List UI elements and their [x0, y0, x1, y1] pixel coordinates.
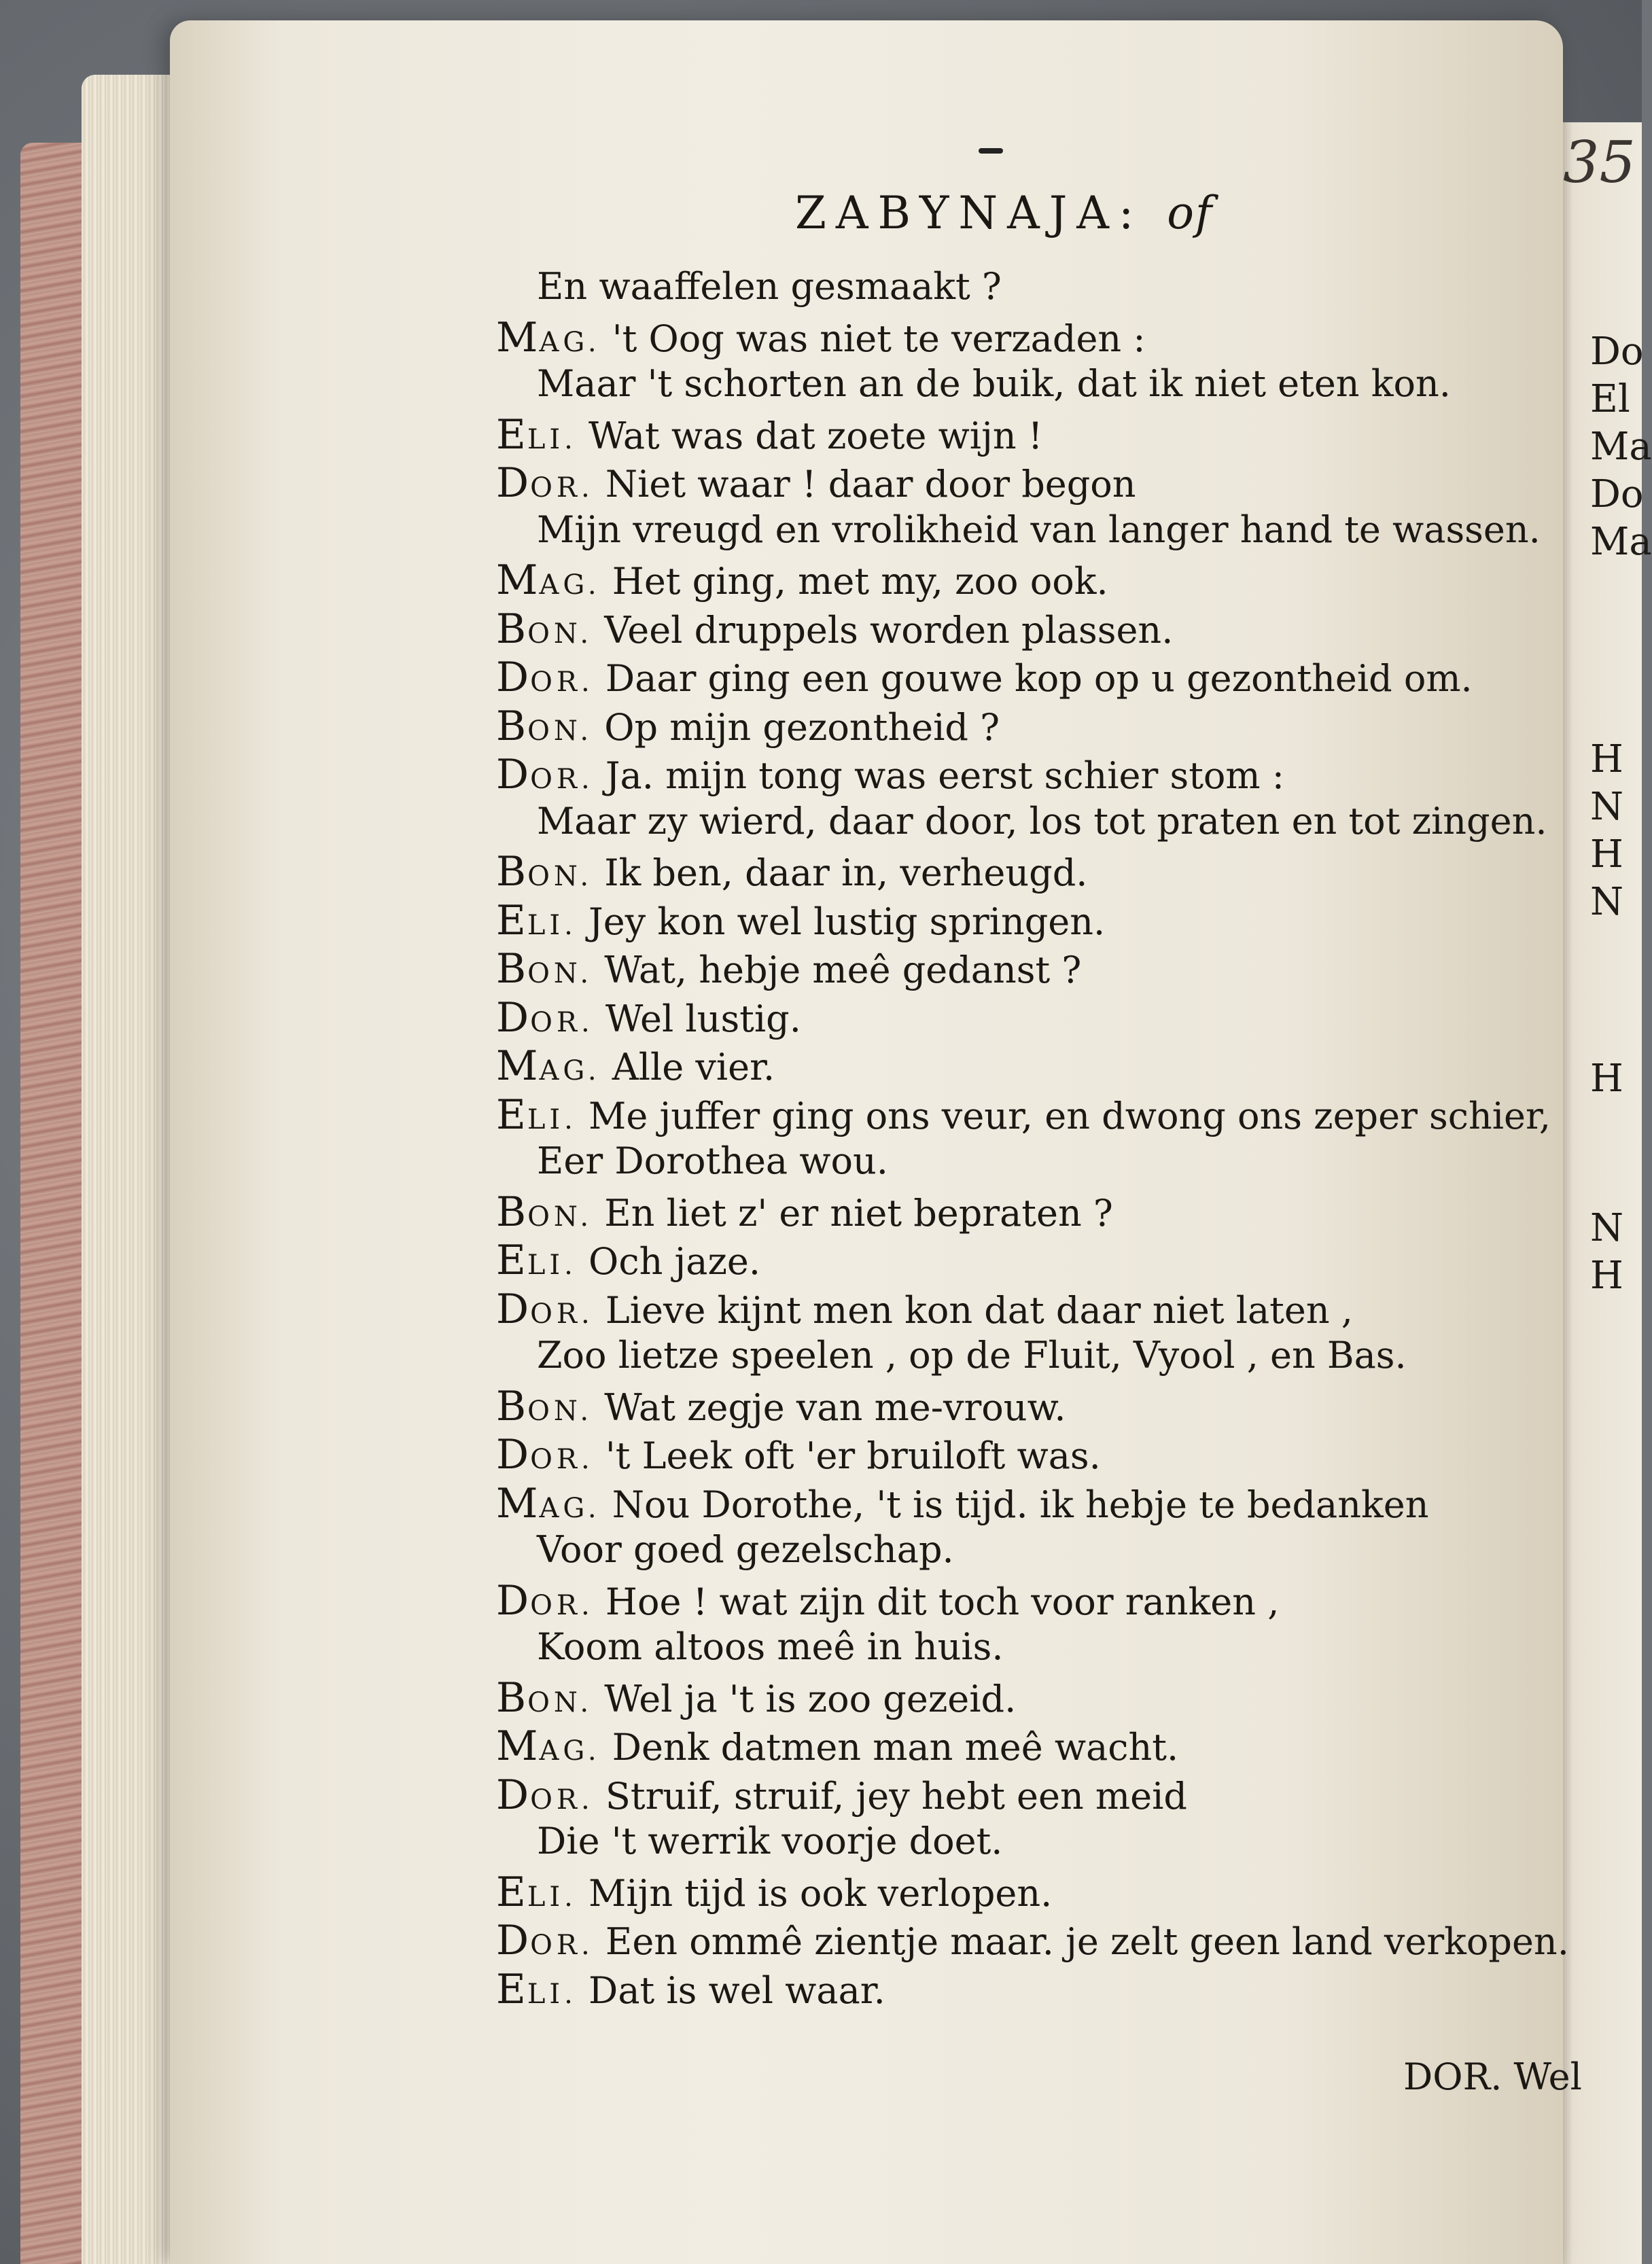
- dialogue-line: [496, 313, 1146, 361]
- dialogue-line: [496, 1917, 1569, 1964]
- speech-text: Die 't werrik voorje doet.: [537, 1820, 1003, 1862]
- dialogue-line: [537, 1139, 888, 1182]
- running-head-suffix: of: [1167, 187, 1214, 239]
- speech-text: Denk datmen man meê wacht.: [600, 1726, 1179, 1769]
- speaker-name: DOR.: [496, 751, 594, 798]
- dialogue-line: [496, 896, 1106, 944]
- dialogue-line: [537, 1625, 1004, 1668]
- speech-text: Nou Dorothe, 't is tijd. ik hebje te bedanken: [600, 1483, 1429, 1526]
- speech-text: Wel lustig.: [593, 997, 801, 1040]
- speech-text: En waaffelen gesmaakt ?: [537, 265, 1002, 308]
- dialogue-line: [496, 848, 1088, 896]
- page-number: 35: [1563, 129, 1636, 196]
- speaker-name: DOR.: [496, 1431, 594, 1479]
- speech-text: Zoo lietze speelen , op de Fluit, Vyool , en Bas.: [537, 1334, 1407, 1377]
- facing-page-fragment: El: [1590, 377, 1630, 421]
- facing-page-fragment: H: [1590, 1057, 1623, 1101]
- speaker-name: BON.: [496, 702, 593, 750]
- speech-text: Ja. mijn tong was eerst schier stom :: [593, 754, 1284, 797]
- speaker-name: DOR.: [496, 1917, 594, 1964]
- dialogue-line: [496, 1479, 1429, 1527]
- ornament-dash: [979, 148, 1003, 154]
- dialogue-line: [496, 1237, 761, 1284]
- speech-text: Eer Dorothea wou.: [537, 1139, 888, 1182]
- facing-page-fragment: H: [1590, 737, 1623, 781]
- facing-page-fragment: Do: [1590, 330, 1644, 374]
- speaker-name: ELI.: [496, 896, 577, 944]
- dialogue-line: [496, 1868, 1053, 1916]
- speaker-name: DOR.: [496, 1285, 594, 1333]
- speech-text: Veel druppels worden plassen.: [593, 608, 1174, 652]
- speaker-name: DOR.: [496, 459, 594, 507]
- speech-text: Mijn tijd is ook verlopen.: [576, 1871, 1053, 1915]
- running-head: [795, 187, 1213, 239]
- speech-text: 't Leek oft 'er bruiloft was.: [593, 1434, 1101, 1477]
- speech-text: Maar zy wierd, daar door, los tot praten en tot zingen.: [537, 799, 1547, 843]
- dialogue-line: [496, 1771, 1187, 1819]
- speaker-name: BON.: [496, 945, 593, 993]
- speaker-name: ELI.: [496, 1868, 577, 1916]
- facing-page-fragment: H: [1590, 832, 1623, 877]
- dialogue-line: [537, 1528, 954, 1571]
- dialogue-line: [496, 410, 1043, 459]
- dialogue-line: [496, 1042, 775, 1090]
- dialogue-line: [537, 1334, 1407, 1377]
- speaker-name: BON.: [496, 1382, 593, 1430]
- dialogue-line: [496, 1091, 1551, 1139]
- speech-text: Wat was dat zoete wijn !: [576, 414, 1043, 457]
- speech-text: Koom altoos meê in huis.: [537, 1625, 1004, 1668]
- dialogue-line: [496, 751, 1284, 798]
- speaker-name: ELI.: [496, 410, 577, 459]
- speech-text: Wel ja 't is zoo gezeid.: [593, 1677, 1017, 1720]
- speech-text: Mijn vreugd en vrolikheid van langer hand te wassen.: [537, 508, 1541, 551]
- facing-page-fragment: H: [1590, 1254, 1623, 1298]
- speech-text: Het ging, met my, zoo ook.: [600, 560, 1108, 603]
- speaker-name: ELI.: [496, 1091, 577, 1139]
- speech-text: Dat is wel waar.: [576, 1968, 885, 2012]
- speech-text: Hoe ! wat zijn dit toch voor ranken ,: [593, 1580, 1280, 1623]
- running-head-title: ZABYNAJA:: [795, 187, 1144, 239]
- speaker-name: BON.: [496, 605, 593, 653]
- speech-text: Lieve kijnt men kon dat daar niet laten ,: [593, 1288, 1353, 1332]
- speech-text: Een ommê zientje maar. je zelt geen land verkopen.: [593, 1920, 1569, 1963]
- dialogue-line: [496, 702, 1000, 750]
- dialogue-line: [496, 1285, 1353, 1333]
- dialogue-line: [496, 1431, 1101, 1479]
- facing-page-fragment: N: [1590, 785, 1623, 829]
- speech-text: Daar ging een gouwe kop op u gezontheid om.: [593, 657, 1473, 700]
- speaker-name: MAG.: [496, 1479, 601, 1527]
- facing-page-fragment: N: [1590, 1206, 1623, 1250]
- dialogue-line: [496, 993, 801, 1042]
- facing-page-fragment: Ma: [1590, 425, 1652, 469]
- speech-text: Och jaze.: [576, 1240, 761, 1283]
- dialogue-line: [496, 605, 1174, 653]
- speaker-name: MAG.: [496, 1722, 601, 1770]
- dialogue-line: [537, 799, 1547, 843]
- dialogue-line: [496, 1965, 885, 2013]
- speaker-name: MAG.: [496, 556, 601, 604]
- facing-page-fragment: Ma: [1590, 520, 1652, 564]
- dialogue-line: [496, 945, 1082, 993]
- speaker-name: MAG.: [496, 1042, 601, 1090]
- speaker-name: BON.: [496, 1674, 593, 1722]
- dialogue-line: [496, 556, 1108, 604]
- dialogue-line: [537, 1820, 1003, 1862]
- dialogue-line: [537, 265, 1002, 308]
- speaker-name: ELI.: [496, 1965, 577, 2013]
- speaker-name: DOR.: [496, 1576, 594, 1625]
- speech-text: Voor goed gezelschap.: [537, 1528, 954, 1571]
- dialogue-line: [537, 362, 1451, 405]
- speech-text: Op mijn gezontheid ?: [593, 705, 1000, 749]
- facing-page-fragment: Do: [1590, 472, 1644, 516]
- speech-text: Struif, struif, jey hebt een meid: [593, 1774, 1187, 1818]
- speaker-name: DOR.: [496, 654, 594, 701]
- dialogue-line: [496, 1722, 1179, 1770]
- dialogue-line: [496, 1382, 1066, 1430]
- dialogue-line: [496, 459, 1136, 507]
- speaker-name: MAG.: [496, 313, 601, 361]
- facing-page-fragment: N: [1590, 880, 1623, 924]
- dialogue-line: [496, 1576, 1280, 1625]
- dialogue-line: [496, 1188, 1113, 1236]
- speech-text: Ik ben, daar in, verheugd.: [593, 851, 1088, 894]
- speaker-name: ELI.: [496, 1237, 577, 1284]
- speech-text: Maar 't schorten an de buik, dat ik niet eten kon.: [537, 362, 1451, 405]
- speaker-name: BON.: [496, 1188, 593, 1236]
- speech-text: 't Oog was niet te verzaden :: [600, 317, 1146, 360]
- speech-text: Wat, hebje meê gedanst ?: [593, 949, 1082, 991]
- speaker-name: DOR.: [496, 1771, 594, 1819]
- dialogue-line: [537, 508, 1541, 551]
- speaker-name: BON.: [496, 848, 593, 896]
- catchword: DOR. Wel: [1403, 2055, 1582, 2098]
- speech-text: En liet z' er niet bepraten ?: [593, 1191, 1113, 1235]
- speaker-name: DOR.: [496, 993, 594, 1042]
- speech-text: Jey kon wel lustig springen.: [576, 900, 1106, 943]
- dialogue-line: [496, 1674, 1017, 1722]
- speech-text: Niet waar ! daar door begon: [593, 463, 1136, 506]
- speech-text: Me juffer ging ons veur, en dwong ons zeper schier,: [576, 1094, 1551, 1137]
- speech-text: Alle vier.: [600, 1046, 775, 1089]
- dialogue-line: [496, 654, 1473, 701]
- speech-text: Wat zegje van me-vrouw.: [593, 1385, 1066, 1429]
